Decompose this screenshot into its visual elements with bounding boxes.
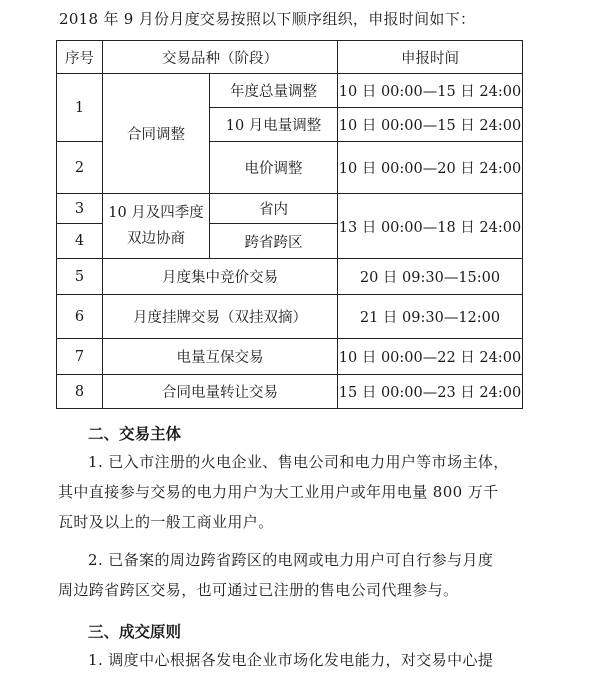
row-sub: 10 月电量调整 [210, 108, 338, 142]
row-time: 10 日 00:00—22 日 24:00 [338, 339, 523, 375]
table-row [57, 259, 523, 295]
table-row [57, 295, 523, 339]
row-no: 8 [57, 375, 103, 409]
schedule-table [56, 40, 523, 409]
intro-text: 2018 年 9 月份月度交易按照以下顺序组织，申报时间如下： [59, 10, 476, 28]
section-2-paragraph-1 [58, 447, 544, 537]
row-sub: 跨省跨区 [210, 224, 338, 259]
header-time: 申报时间 [338, 41, 523, 74]
row-name: 合同电量转让交易 [103, 375, 338, 409]
row-no: 3 [57, 194, 103, 224]
row-group: 合同调整 [103, 74, 210, 194]
section-2-paragraph-2 [58, 545, 544, 605]
row-no: 6 [57, 295, 103, 339]
row-sub: 省内 [210, 194, 338, 224]
paragraph-line: 其中直接参与交易的电力用户为大工业用户或年用电量 800 万千 [58, 483, 499, 501]
row-no: 5 [57, 259, 103, 295]
row-no: 1 [57, 74, 103, 142]
row-no: 7 [57, 339, 103, 375]
paragraph-line: 周边跨省跨区交易，也可通过已注册的售电公司代理参与。 [58, 581, 459, 599]
table-row [57, 375, 523, 409]
paragraph-line: 1. 已入市注册的火电企业、售电公司和电力用户等市场主体， [88, 453, 509, 471]
table-row [57, 74, 523, 108]
row-time: 20 日 09:30—15:00 [338, 259, 523, 295]
section-2-heading: 二、交易主体 [88, 425, 182, 443]
row-group [103, 194, 210, 259]
row-time: 10 日 00:00—20 日 24:00 [338, 142, 523, 194]
paragraph-line: 2. 已备案的周边跨省跨区的电网或电力用户可自行参与月度 [88, 551, 494, 569]
header-type: 交易品种（阶段） [103, 41, 338, 74]
row-sub: 电价调整 [210, 142, 338, 194]
row-time: 10 日 00:00—15 日 24:00 [338, 74, 523, 108]
table-row [57, 339, 523, 375]
paragraph-line: 瓦时及以上的一般工商业用户。 [58, 513, 274, 531]
section-3-heading: 三、成交原则 [88, 623, 182, 641]
row-no: 4 [57, 224, 103, 259]
table-row [57, 194, 523, 224]
row-sub: 年度总量调整 [210, 74, 338, 108]
row-time: 21 日 09:30—12:00 [338, 295, 523, 339]
table-header-row [57, 41, 523, 74]
row-time: 13 日 00:00—18 日 24:00 [338, 194, 523, 259]
row-name: 月度挂牌交易（双挂双摘） [103, 295, 338, 339]
row-time: 15 日 00:00—23 日 24:00 [338, 375, 523, 409]
row-name: 月度集中竞价交易 [103, 259, 338, 295]
row-time: 10 日 00:00—15 日 24:00 [338, 108, 523, 142]
section-3-paragraph-1 [58, 645, 544, 675]
row-no: 2 [57, 142, 103, 194]
paragraph-line: 1. 调度中心根据各发电企业市场化发电能力，对交易中心提 [88, 651, 494, 669]
row-name: 电量互保交易 [103, 339, 338, 375]
group-line-1: 10 月及四季度 [108, 205, 204, 221]
header-no: 序号 [57, 41, 103, 74]
group-line-2: 双边协商 [127, 231, 185, 247]
